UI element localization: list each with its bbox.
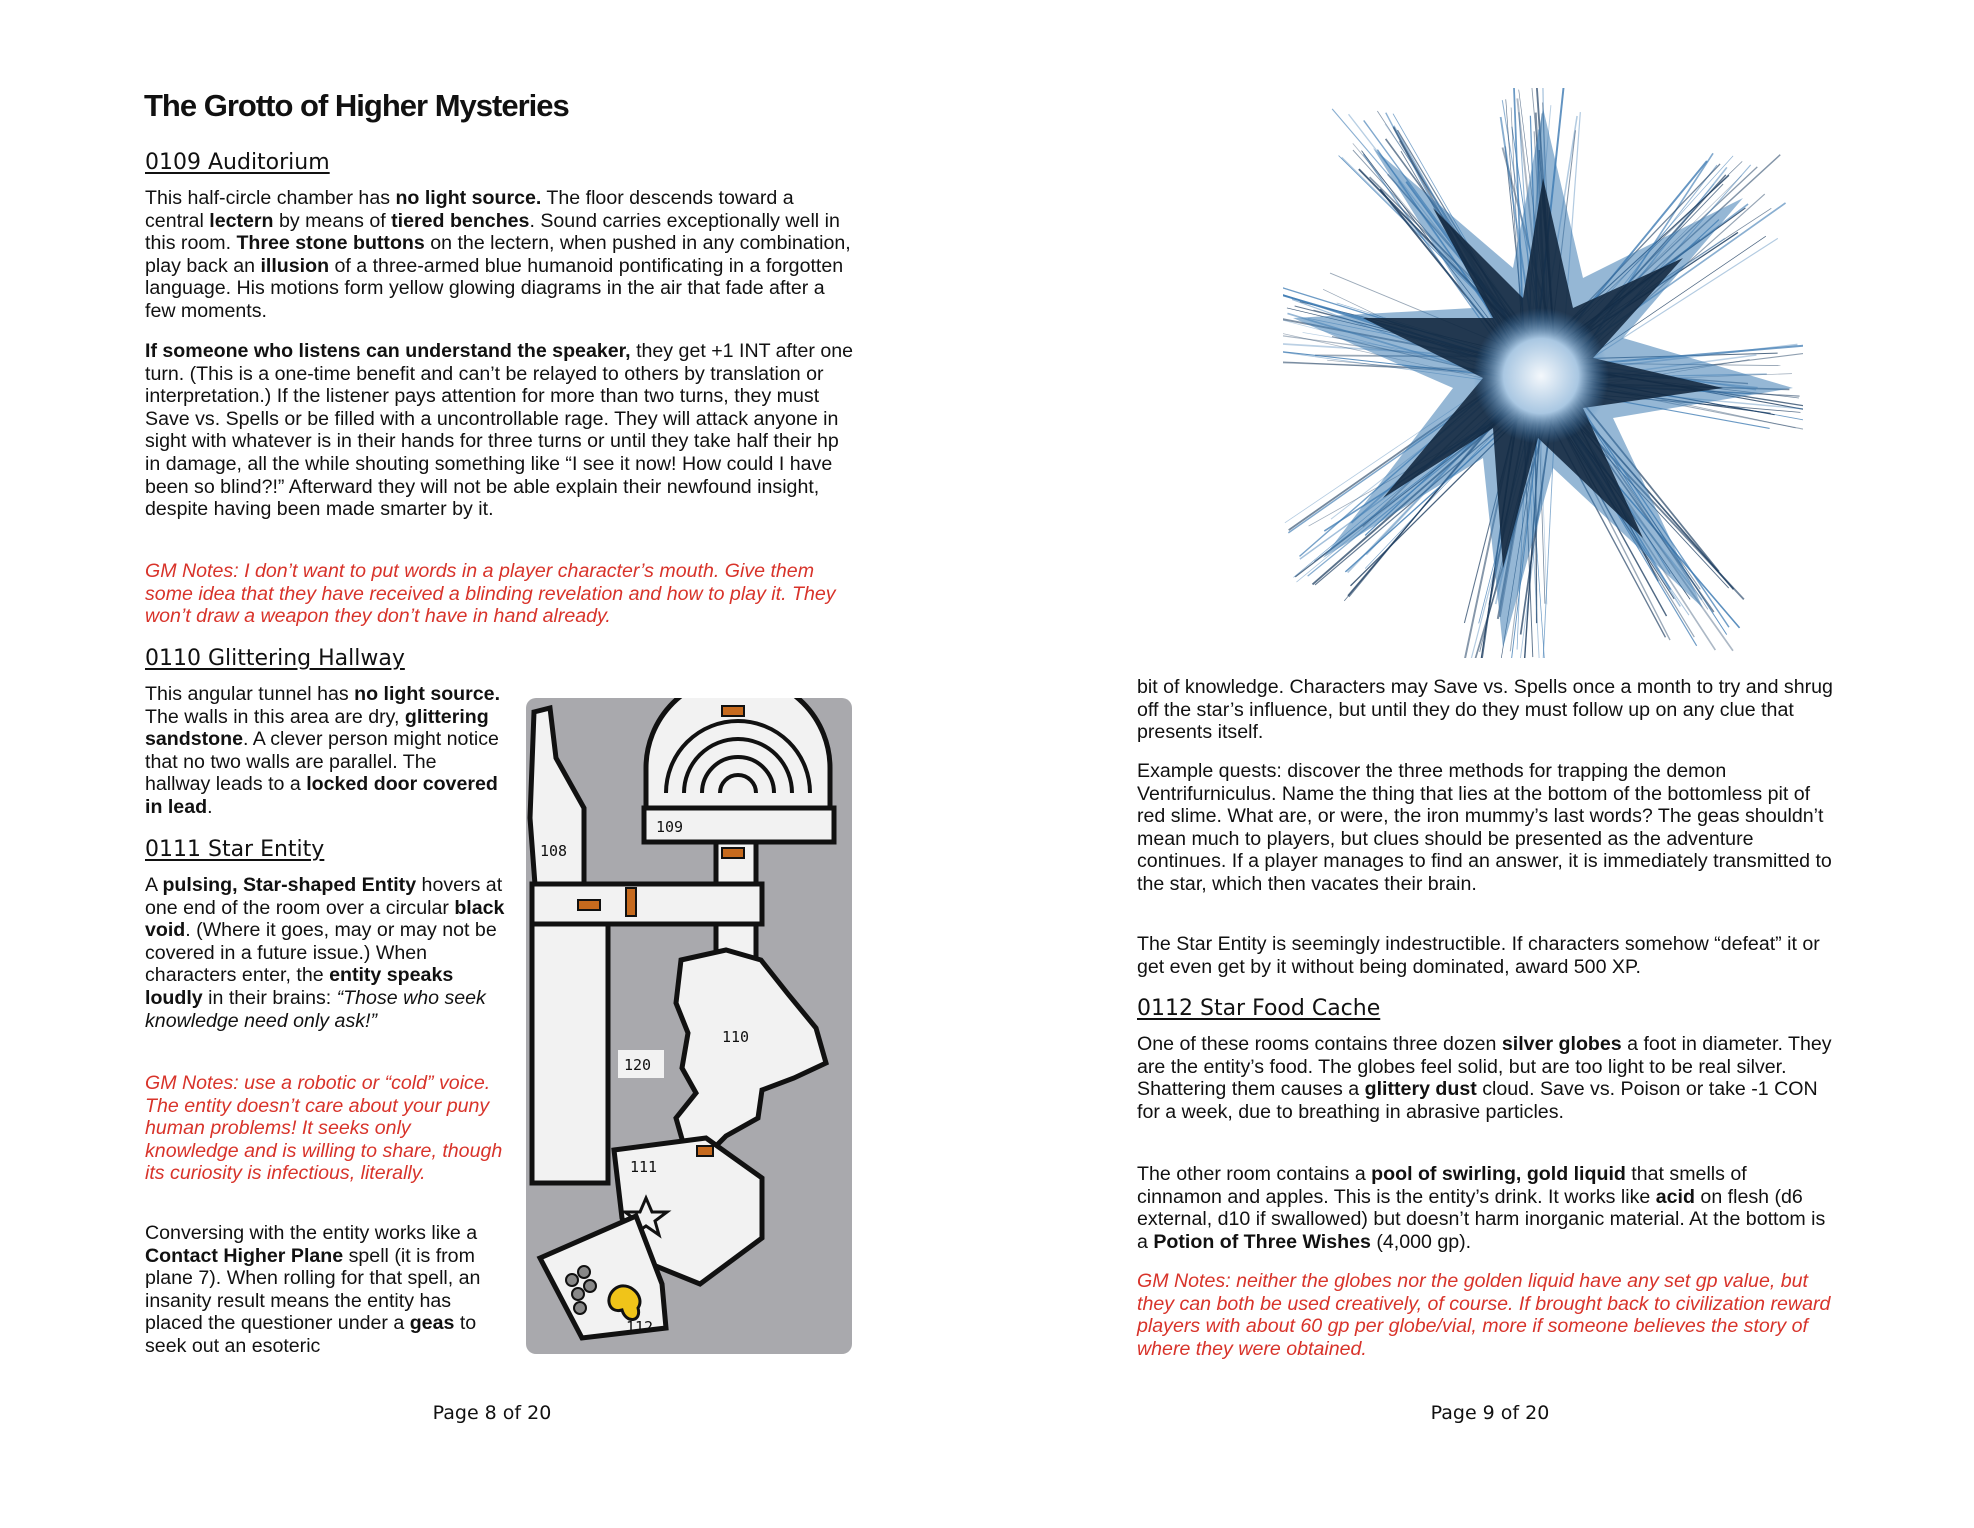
map-door	[722, 848, 744, 858]
text-run: bit of knowledge. Characters may Save vs. Spells once a month to try and shrug off the star’s influence, but until they do they must follow up on any clue that presents itself.	[1137, 676, 1833, 744]
text-run: Example quests: discover the three methods for trapping the demon Ventrifurniculus. Name the thing that lies at the bottom of the bottomless pit of red slime. What are, or were, the iron mummy’s last words? The geas shouldn’t mean much to players, but clues should be presented as the adventure continues. If a player manages to find an answer, it is immediately transmitted to the star, which then vacates their brain.	[1137, 760, 1832, 895]
text-run: they get +1 INT after one turn. (This is a one-time benefit and can’t be relayed to others by translation or interpretation.) If the listener pays attention for more than two turns, they must Save vs. Spells or be filled with a uncontrollable rage. They will attack anyone in sight with whatever is in their hands for three turns or until they take half their hp in damage, all the while shouting something like “I see it now! How could I have been so blind?!” Afterward they will not be able explain their newfound insight, despite having been made smarter by it.	[145, 340, 854, 521]
text-run: The walls in this area are dry,	[145, 705, 405, 728]
bold-term: Three stone buttons	[236, 232, 425, 255]
text-run: on flesh (d6 external, d10 if swallowed) but doesn’t harm inorganic material. At the bottom is a	[1137, 1185, 1826, 1253]
map-door	[578, 900, 600, 910]
geas-continuation	[1137, 676, 1837, 744]
star-entity-gm-notes: GM Notes: use a robotic or “cold” voice. The entity doesn’t care about your puny human problems! It seeks only knowledge and is willing to share, though its curiosity is infectious, literally.	[145, 1072, 503, 1185]
page-title: The Grotto of Higher Mysteries	[144, 88, 569, 123]
bold-term: pool of swirling, gold liquid	[1371, 1163, 1626, 1185]
hallway-description	[145, 683, 505, 819]
text-run: Conversing with the entity works like a	[145, 1222, 478, 1244]
bold-term: glittery dust	[1364, 1078, 1477, 1101]
map-label-112: 112	[626, 1318, 654, 1336]
map-label-109: 109	[656, 818, 684, 836]
bold-term: If someone who listens can understand the speaker,	[145, 340, 631, 362]
dungeon-map-illustration	[526, 698, 852, 1354]
text-run: of a three-armed blue humanoid pontificating in a forgotten language. His motions form yellow glowing diagrams in the air that fade after a few moments.	[145, 254, 844, 322]
text-run: to seek out an esoteric	[145, 1312, 477, 1357]
star-entity-illustration	[1283, 88, 1803, 658]
text-run: A	[145, 874, 163, 896]
map-door	[626, 888, 636, 916]
text-run: on the lectern, when pushed in any combination, play back an	[145, 232, 851, 277]
text-run: that smells of cinnamon and apples. This is the entity’s drink. It works like	[1137, 1163, 1747, 1208]
text-run: One of these rooms contains three dozen	[1137, 1033, 1502, 1055]
map-label-110: 110	[722, 1028, 750, 1046]
text-run: in their brains:	[202, 986, 337, 1009]
map-door	[697, 1146, 713, 1156]
auditorium-gm-notes: GM Notes: I don’t want to put words in a player character’s mouth. Give them some idea that they have received a blinding revelation and how to play it. They won’t draw a weapon they don’t have in hand already.	[145, 560, 836, 628]
text-run: This angular tunnel has	[145, 683, 355, 705]
bold-term: tiered benches	[391, 209, 530, 232]
heading-0111-star-entity: 0111 Star Entity	[145, 837, 325, 862]
text-run: The Star Entity is seemingly indestructible. If characters somehow “defeat” it or get even get by it without being dominated, award 500 XP.	[1137, 933, 1820, 978]
map-hall	[532, 884, 762, 924]
auditorium-description	[145, 187, 855, 323]
text-run: .	[207, 795, 213, 818]
heading-0109-auditorium: 0109 Auditorium	[145, 150, 330, 175]
heading-0112-star-food-cache: 0112 Star Food Cache	[1137, 996, 1381, 1021]
bold-term: no light source.	[354, 683, 501, 705]
bold-term: no light source.	[395, 187, 542, 209]
star-entity-description	[145, 874, 505, 1032]
text-run: (4,000 gp).	[1370, 1230, 1472, 1253]
bold-term: silver globes	[1501, 1033, 1622, 1055]
map-door	[722, 706, 744, 716]
text-run: by means of	[273, 209, 392, 232]
text-run: The other room contains a	[1137, 1163, 1372, 1185]
bold-term: pulsing, Star-shaped Entity	[162, 874, 417, 896]
text-run: . (Where it goes, may or may not be covered in a future issue.) When characters enter, the	[145, 919, 497, 987]
map-label-111: 111	[630, 1158, 658, 1176]
bold-term: black void	[145, 896, 505, 942]
auditorium-listener-effect	[145, 340, 855, 521]
map-label-108: 108	[540, 842, 568, 860]
star-entity-conversing	[145, 1222, 505, 1358]
text-run: The floor descends toward a central	[145, 187, 794, 232]
example-quests	[1137, 760, 1837, 896]
text-run: a foot in diameter. They are the entity’s food. The globes feel solid, but are too light to be real silver. Shattering them causes a	[1137, 1033, 1832, 1101]
silver-globes-description	[1137, 1033, 1837, 1123]
map-label-120: 120	[624, 1056, 652, 1074]
star-core-glow	[1473, 308, 1609, 444]
text-run: . Sound carries exceptionally well in this room.	[145, 209, 840, 255]
text-run: This half-circle chamber has	[145, 187, 396, 209]
text-run: spell (it is from plane 7). When rolling for that spell, an insanity result means the entity has placed the questioner under a	[145, 1244, 481, 1335]
bold-term: geas	[409, 1312, 455, 1335]
text-run: hovers at one end of the room over a circular	[145, 874, 503, 919]
page-number-right: Page 9 of 20	[1430, 1402, 1550, 1424]
bold-term: lectern	[209, 209, 274, 232]
map-room-120	[532, 924, 608, 1183]
gold-liquid-description	[1137, 1163, 1837, 1253]
bold-term: entity speaks loudly	[145, 964, 454, 1009]
bold-term: acid	[1655, 1185, 1695, 1208]
food-cache-gm-notes: GM Notes: neither the globes nor the golden liquid have any set gp value, but they can both be used creatively, of course. If brought back to civilization reward players with about 60 gp per globe/vial, more if someone believes the story of where they were obtained.	[1137, 1270, 1831, 1360]
star-indestructible	[1137, 933, 1837, 978]
bold-term: glittering sandstone	[145, 705, 489, 751]
bold-term: locked door covered in lead	[145, 773, 498, 818]
bold-term: Contact Higher Plane	[145, 1244, 344, 1267]
bold-term: illusion	[260, 254, 330, 277]
text-run: cloud. Save vs. Poison or take -1 CON for a week, due to breathing in abrasive particles.	[1137, 1078, 1818, 1123]
bold-term: Potion of Three Wishes	[1153, 1230, 1371, 1253]
heading-0110-glittering-hallway: 0110 Glittering Hallway	[145, 646, 405, 671]
text-run: . A clever person might notice that no two walls are parallel. The hallway leads to a	[145, 728, 499, 796]
page-number-left: Page 8 of 20	[432, 1402, 552, 1424]
quoted-speech: “Those who seek knowledge need only ask!”	[145, 986, 486, 1032]
